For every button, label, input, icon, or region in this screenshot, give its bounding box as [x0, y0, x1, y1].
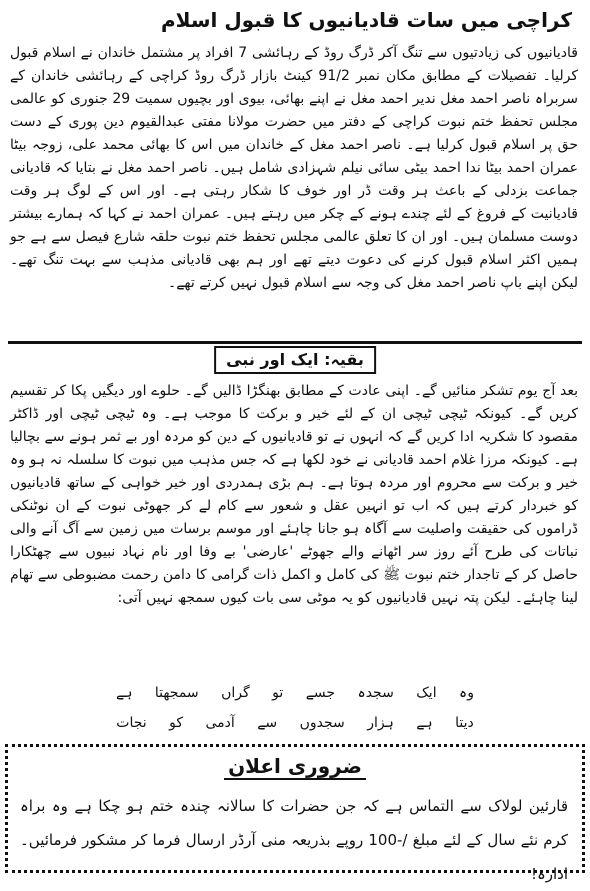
- article-title: کراچی میں سات قادیانیوں کا قبول اسلام: [160, 8, 572, 32]
- couplet-line-2: دیتا ہے ہزار سجدوں سے آدمی کو نجات: [116, 715, 474, 731]
- section-divider: [8, 341, 582, 344]
- notice-title-text: ضروری اعلان: [224, 754, 366, 780]
- notice-title: [8, 751, 582, 781]
- continued-section-label: بقیہ: ایک اور نبی: [214, 346, 376, 374]
- notice-body: قارئین لولاک سے التماس ہے کہ جن حضرات کا سالانہ چندہ ختم ہو چکا ہے وہ براہ کرم نئے سال کے لئے مبلغ /-100 روپے بذریعہ منی آرڈر ارسال فرما کر مشکور فرمائیں۔ ادارہ!: [20, 797, 568, 883]
- couplet-line-1: وہ ایک سجدہ جسے تو گراں سمجھتا ہے: [116, 685, 474, 701]
- continued-body: بعد آج یوم تشکر منائیں گے۔ اپنی عادت کے مطابق بھنگڑا ڈالیں گے۔ حلوے اور دیگیں پکا کر تقسیم کریں گے۔ کیونکہ ٹیچی ٹیچی ان کے لئے خیر و برکت کا موجب ہے۔ وہ ٹیچی ٹیچی اور ڈاکٹر مقصود کا شکریہ ادا کریں گے کہ انہوں نے تو قادیانیوں کے دین کو مردہ اور بے ثمر ہونے سے بچالیا ہے۔ کیونکہ مرزا غلام احمد قادیانی نے خود لکھا ہے کہ جس مذہب میں نبوت کا سلسلہ نہ ہو وہ خیر و برکت سے محروم اور مردہ ہوتا ہے۔ ہم بڑی ہمدردی اور خیر خواہی کے ساتھ قادیانیوں کو خبردار کرتے ہیں کہ اب تو انہیں عقل و شعور سے کام لے کر جھوٹی نبوت کے ان نوٹنکی ڈراموں کی حقیقت واصلیت سے آگاہ ہو جانا چاہئے اور موسم برسات میں زمین سے آگ آنے والی نباتات کی طرح آئے روز سر اٹھانے والے جھوٹے 'عارضی' بے وفا اور نام نہاد نبیوں سے چھٹکارا حاصل کر کے تاجدار ختم نبوت ﷺ کی کامل و اکمل ذات گرامی کا دامن رحمت مضبوطی سے تھام لینا چاہئے۔ لیکن پتہ نہیں قادیانیوں کو یہ موٹی سی بات کیوں سمجھ نہیں آتی:: [10, 383, 578, 606]
- article-body: قادیانیوں کی زیادتیوں سے تنگ آکر ڈرگ روڈ کے رہائشی 7 افراد پر مشتمل خاندان نے اسلام قبول کرلیا۔ تفصیلات کے مطابق مکان نمبر 91/2 کینٹ بازار ڈرگ روڈ کراچی کے رہائشی خاندان کے سربراہ ناصر احمد مغل ندیر احمد مغل نے اپنے بھائی، بیوی اور بچیوں سمیت 29 جنوری کو عالمی مجلس تحفظ ختم نبوت کراچی کے دفتر میں حضرت مولانا مفتی عبدالقیوم دین پوری کے دست حق پر اسلام قبول کرلیا ہے۔ ناصر احمد مغل کے خاندان میں اس کا بھائی محمد علی، زوجہ بیٹا عمران احمد بیٹا ندا احمد بیٹی سائی نیلم شہزادی شامل ہیں۔ ناصر احمد مغل نے بتایا کہ قادیانی جماعت بزدلی کے باعث ہر وقت ڈر اور خوف کا شکار رہتی ہے۔ اور اس کے لوگ ہر وقت قادیانیت کے فروغ کے لئے چندے ہونے کے چکر میں رہتے ہیں۔ عمران احمد نے کہا کہ ہمارے بیشتر دوست مسلمان ہیں۔ اور ان کا تعلق عالمی مجلس تحفظ ختم نبوت حلقہ شارع فیصل سے ہے جو ہمیں اکثر اسلام قبول کرنے کی دعوت دیتے تھے اور ہم بھی قادیانی مذہب سے بہت تنگ تھے۔ لیکن اپنے باپ ناصر احمد مغل کی وجہ سے اسلام قبول نہیں کرتے تھے۔: [10, 45, 579, 291]
- notice-box: [5, 744, 585, 883]
